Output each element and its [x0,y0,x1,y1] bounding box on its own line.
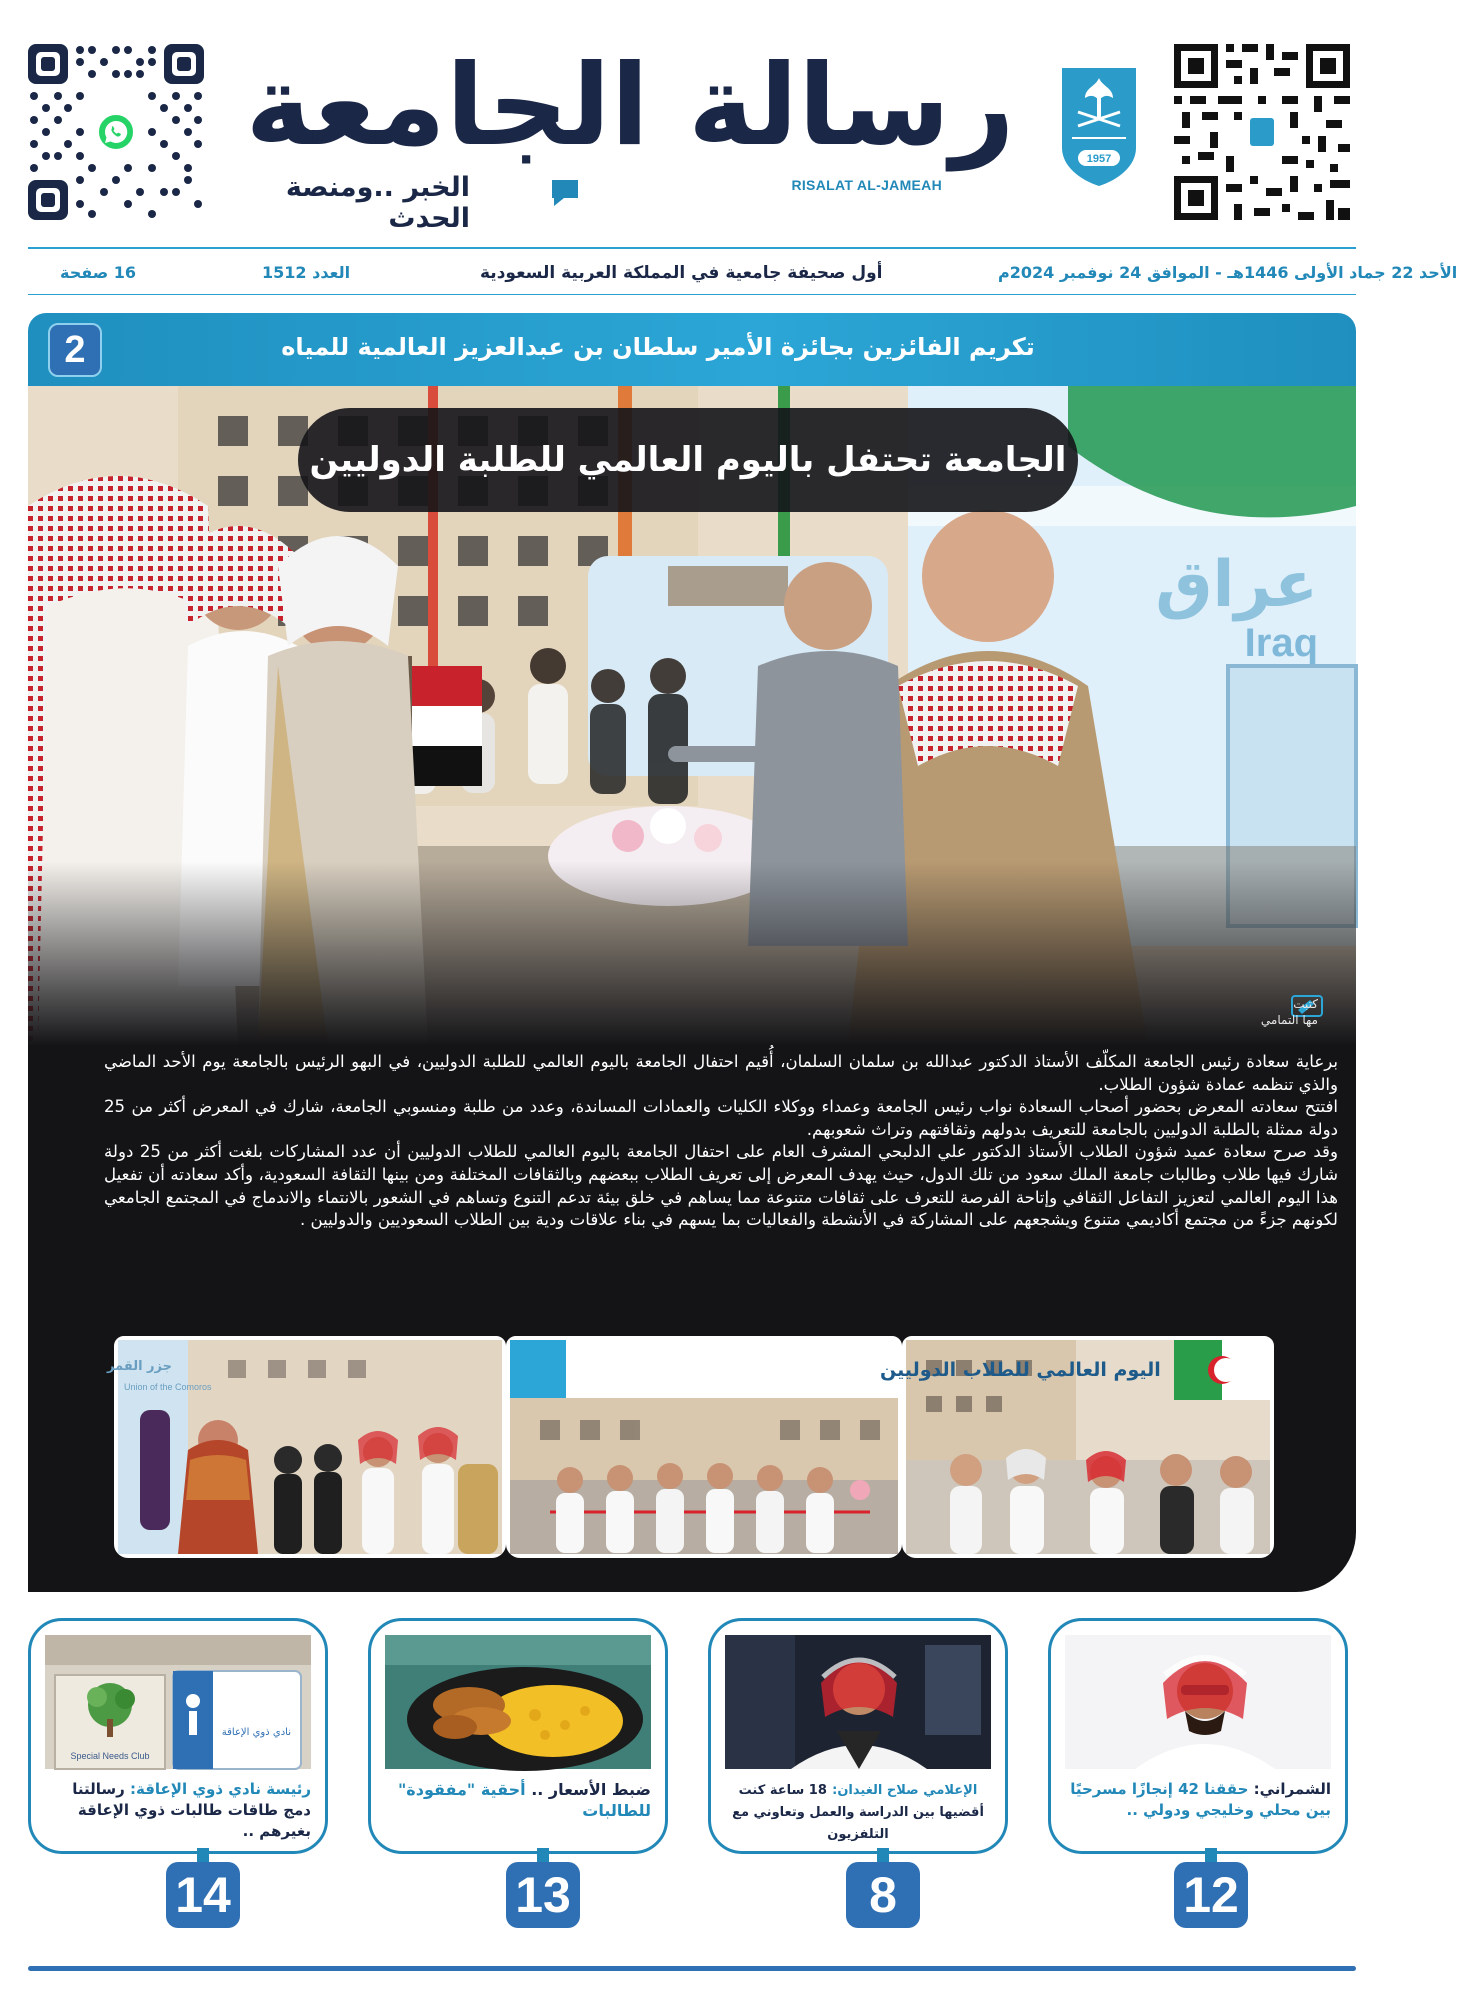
photo-thumbnail[interactable] [506,1336,1161,1558]
teaser-page-number[interactable]: 14 [166,1862,240,1928]
article-body [104,1051,1338,1232]
teaser-card[interactable] [1048,1618,1348,1854]
teaser-name: رئيسة نادي ذوي الإعاقة: [129,1780,311,1798]
headline-pill [298,408,1078,512]
bottom-rule [28,1966,1356,1971]
teaser-text [45,1779,311,1842]
club-sign-ar: نادي ذوي الإعاقة [221,1727,291,1738]
teaser-name: ضبط الأسعار .. [531,1780,651,1799]
teaser-card[interactable] [28,1618,328,1854]
teaser-photo [1065,1635,1331,1769]
masthead-latin-name: RISALAT AL-JAMEAH [791,177,942,193]
article-paragraph: افتتح سعادته المعرض بحضور أصحاب السعادة نواب رئيس الجامعة وعمداء ووكلاء الكليات والعمادات المساندة، وعدد من طلبة ومنسوبي الجامعة، شارك في المعرض أكثر من 25 دولة ممثلة بالطلبة الدوليين بالجامعة للتعريف بدولهم وثقافتهم وتراث شعوبهم. [104,1097,1338,1139]
teaser-title: 18 ساعة كنت أقضيها بين الدراسة والعمل وتعاوني مع التلفزيون [732,1783,984,1842]
banner-page-number[interactable]: 2 [48,323,102,377]
issue-date: الأحد 22 جماد الأولى 1446هـ - الموافق 24 نوفمبر 2024م [998,263,1457,282]
qr-code-icon [1174,44,1350,220]
byline-label: كتبت [1293,997,1318,1011]
website-qr-code[interactable] [1174,44,1350,220]
byline [1178,996,1318,1028]
photo-strip [107,1336,1274,1558]
teaser-page-number[interactable]: 13 [506,1862,580,1928]
teaser-photo [725,1635,991,1769]
teaser-card[interactable] [368,1618,668,1854]
article-paragraph: وقد صرح سعادة عميد شؤون الطلاب الأستاذ الدكتور علي الدلبحي المشرف العام على احتفال الجامعة باليوم العالمي للطلاب الدوليين أن عدد المشاركات بلغت أكثر من 25 دولة شارك فيها طلاب وطالبات جامعة الملك سعود من تلك الدول، حيث يهدف المعرض إلى تعريف الطلاب ببعضهم وبالثقافات المختلفة ومن بينها الثقافة السعودية، وأكد سعادته أن تفعيل هذا اليوم العالمي لتعزيز التفاعل الثقافي وإتاحة الفرصة للتعرف على ثقافات متنوعة مما يساهم في خلق بيئة تدعم التنوع وتساهم في الشعور بالانتماء والاندماج في المجتمع الجامعي لكونهم جزءً من مجتمع أكاديمي متنوع ويشجعهم على المشاركة في الأنشطة والفعاليات بما يسهم في بناء علاقات ودية بين الطلاب السعوديين والدوليين . [104,1142,1338,1230]
club-sign-en: Special Needs Club [70,1751,150,1761]
teaser-text [725,1779,991,1845]
teaser-name: الإعلامي صلاح الغيدان: [832,1783,978,1798]
teaser-page-number[interactable]: 12 [1174,1862,1248,1928]
banner-headline: تكريم الفائزين بجائزة الأمير سلطان بن عبدالعزيز العالمية للمياه [281,333,1035,361]
thumb-comoros-sign-en: Union of the Comoros [124,1382,212,1392]
teaser-title: حققنا 42 إنجازًا مسرحيًا بين محلي وخليجي ودولي .. [1070,1780,1331,1819]
masthead-title: رسالة الجامعة [245,41,1015,171]
byline-author: مها التمامي [1260,1013,1318,1027]
teaser-card[interactable] [708,1618,1008,1854]
photo-thumbnail[interactable] [107,1336,506,1558]
teaser-page-number[interactable]: 8 [846,1862,920,1928]
teaser-title: أحقية "مفقودة" للطالبات [397,1780,651,1820]
teaser-name: الشمراني: [1253,1780,1331,1798]
teaser-banner[interactable] [28,313,1356,386]
masthead-tagline: الخبر ..ومنصة الحدث [285,172,470,234]
whatsapp-icon [96,112,136,152]
feature-photo [28,386,1356,1046]
teaser-photo [45,1635,311,1769]
teaser-title: رسالتنا دمج طاقات طالبات ذوي الإعاقة بغيرهم .. [72,1780,311,1840]
top-rule [28,247,1356,249]
thumb-comoros-sign: جزر القمر [107,1359,172,1374]
article-paragraph: برعاية سعادة رئيس الجامعة المكلّف الأستاذ الدكتور عبدالله بن سلمان السلمان، أُقيم احتفال الجامعة باليوم العالمي للطلبة الدوليين، في البهو الرئيس بالجامعة يوم الأحد الماضي والذي تنظمه عمادة شؤون الطلاب. [104,1052,1338,1094]
newspaper-slogan: أول صحيفة جامعية في المملكة العربية السعودية [480,263,883,283]
university-emblem-icon [1058,64,1140,188]
teaser-photo [385,1635,651,1769]
issue-number: العدد 1512 [262,263,351,282]
teaser-text [1065,1779,1331,1821]
strip-rule [28,294,1356,295]
whatsapp-qr-code[interactable] [28,44,204,220]
main-feature [28,386,1356,1592]
thumb-banner-caption: اليوم العالمي للطلاب الدوليين [880,1359,1161,1381]
speech-quote-icon [548,176,582,210]
page-count: 16 صفحة [60,263,137,282]
teaser-text [385,1779,651,1821]
emblem-year: 1957 [1086,153,1112,165]
feature-headline: الجامعة تحتفل باليوم العالمي للطلبة الدوليين [309,440,1067,480]
